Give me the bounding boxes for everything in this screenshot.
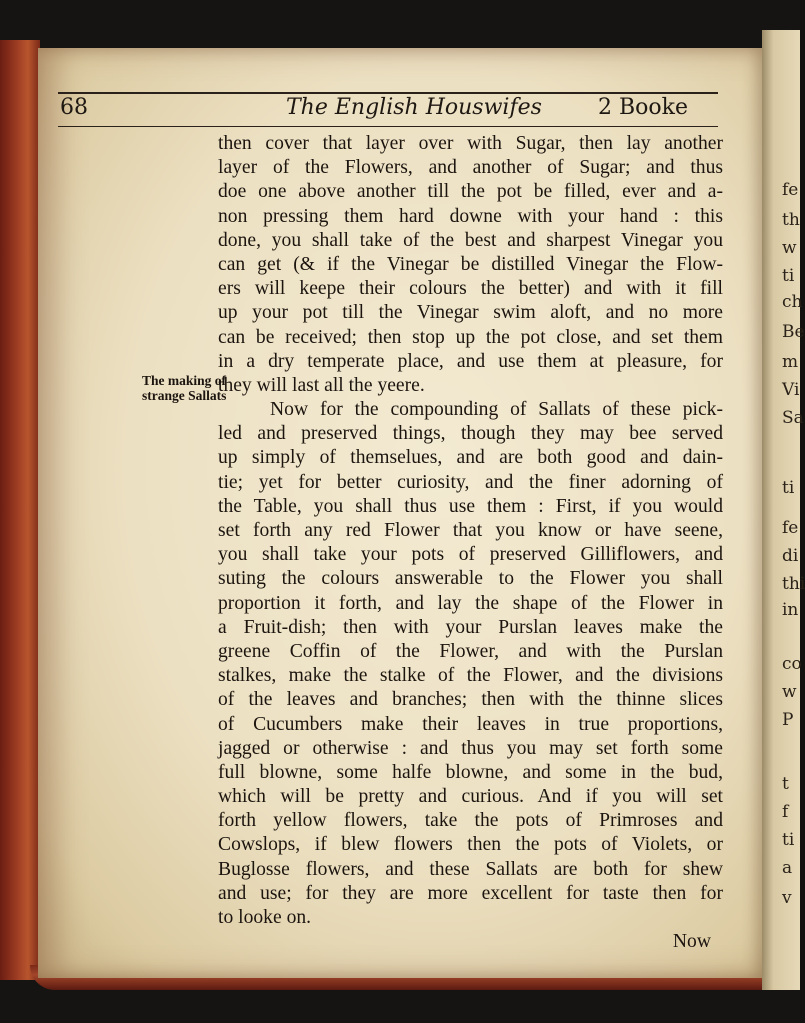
facing-page-text-fragment: fe	[782, 518, 799, 538]
text-line: up your pot till the Vinegar swim aloft, and no more	[218, 302, 723, 324]
facing-page-text-fragment: ti	[782, 830, 795, 850]
text-line: which will be pretty and curious. And if you will set	[218, 786, 723, 808]
text-line: can be received; then stop up the pot close, and set them	[218, 326, 723, 348]
text-line: up simply of themselues, and are both good and dain-	[218, 447, 723, 469]
facing-page-text-fragment: t	[782, 774, 789, 794]
margin-note-line: The making of	[142, 373, 227, 388]
margin-note	[142, 373, 226, 403]
text-line: suting the colours answerable to the Flower you shall	[218, 568, 723, 590]
text-line: Cowslops, if blew flowers then the pots of Violets, or	[218, 834, 723, 856]
text-line: greene Coffin of the Flower, and with the Purslan	[218, 640, 723, 662]
text-line: then cover that layer over with Sugar, then lay another	[218, 133, 723, 154]
facing-page-text-fragment: w	[782, 682, 797, 702]
facing-page-text-fragment: P	[782, 710, 794, 730]
text-line: Now for the compounding of Sallats of these pick-	[270, 399, 723, 421]
text-line: can get (& if the Vinegar be distilled Vinegar the Flow-	[218, 253, 723, 275]
facing-page-fragment	[762, 30, 805, 990]
text-line: full blowne, some halfe blowne, and some in the bud,	[218, 761, 723, 783]
facing-page-text-fragment: v	[782, 888, 792, 908]
text-line: you shall take your pots of preserved Gilliflowers, and	[218, 544, 723, 566]
facing-page-text-fragment: m	[782, 352, 799, 372]
facing-page-text-fragment: ti	[782, 478, 795, 498]
facing-page-text-fragment: ti	[782, 266, 795, 286]
facing-page-text-fragment: co	[782, 654, 802, 674]
running-title: The English Houswifes	[286, 95, 542, 120]
page-edge-left	[0, 40, 40, 980]
facing-page-text-fragment: thi	[782, 574, 805, 594]
margin-note-line: strange Sallats	[142, 388, 227, 403]
text-line: of the leaves and branches; then with the thinne slices	[218, 689, 723, 711]
text-line: doe one above another till the pot be filled, ever and a-	[218, 181, 723, 203]
text-line: stalkes, make the stalke of the Flower, and the divisions	[218, 665, 723, 687]
book-label: 2 Booke	[598, 95, 688, 120]
text-line: Buglosse flowers, and these Sallats are both for shew	[218, 858, 723, 880]
facing-page-text-fragment: Be	[782, 322, 805, 342]
page-number: 68	[60, 95, 88, 120]
text-line: non pressing them hard downe with your hand : this	[218, 205, 723, 227]
text-line: they will last all the yeere.	[218, 374, 425, 396]
text-line: ers will keepe their colours the better) and with it fill	[218, 278, 723, 300]
facing-page-text-fragment: Vi	[782, 380, 800, 400]
text-line: proportion it forth, and lay the shape of the Flower in	[218, 592, 723, 614]
facing-page-text-fragment: a	[782, 858, 793, 878]
facing-page-text-fragment: f	[782, 802, 789, 822]
text-line: in a dry temperate place, and use them at pleasure, for	[218, 350, 723, 372]
text-line: of Cucumbers make their leaves in true proportions,	[218, 713, 723, 735]
text-line: to looke on.	[218, 907, 312, 928]
catchword: Now	[672, 931, 711, 953]
text-line: forth yellow flowers, take the pots of Primroses and	[218, 810, 723, 832]
body-text	[218, 132, 723, 954]
text-line: set forth any red Flower that you know or have seene,	[218, 520, 723, 541]
text-line: and use; for they are more excellent for taste then for	[218, 882, 723, 904]
header-rule-bottom	[58, 126, 718, 127]
facing-page-text-fragment: w	[782, 238, 797, 258]
facing-page-text-fragment: th	[782, 210, 800, 230]
facing-page-text-fragment: in	[782, 600, 799, 620]
facing-page-text-fragment: fe	[782, 180, 799, 200]
facing-page-text-fragment: di	[782, 546, 799, 566]
header-rule-top	[58, 92, 718, 94]
text-line: done, you shall take of the best and sharpest Vinegar you	[218, 229, 723, 251]
text-line: a Fruit-dish; then with your Purslan leaves make the	[218, 616, 723, 638]
text-line: the Table, you shall thus use them : First, if you would	[218, 495, 723, 517]
text-line: jagged or otherwise : and thus you may set forth some	[218, 737, 723, 759]
text-line: tie; yet for better curiosity, and the finer adorning of	[218, 471, 723, 493]
text-line: led and preserved things, though they may bee served	[218, 423, 723, 445]
facing-page-text-fragment: ch	[782, 292, 803, 312]
facing-page-text-fragment: Sa	[782, 408, 804, 428]
text-line: layer of the Flowers, and another of Sugar; and thus	[218, 157, 723, 179]
